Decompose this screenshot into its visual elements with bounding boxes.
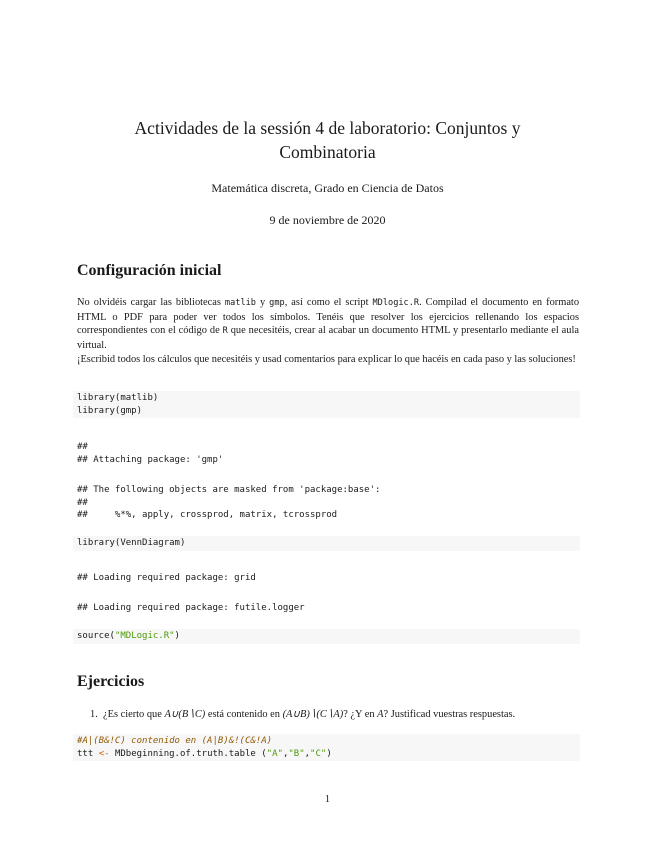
text-span: está contenido en: [205, 709, 283, 720]
text-span: ¿Es cierto que: [103, 709, 165, 720]
output-line: ## Loading required package: grid: [77, 573, 256, 583]
code-token: ): [174, 631, 180, 641]
output-line: ## %*%, apply, crossprod, matrix, tcrossprod: [77, 510, 338, 520]
document-title: Actividades de la sessión 4 de laboratorio: Conjuntos y Combinatoria: [134, 118, 521, 162]
text-span: , así como el script: [284, 297, 373, 308]
code-block-truth-table: [73, 734, 580, 761]
section-heading-ejercicios: Ejercicios: [77, 673, 145, 690]
section-heading-configuracion: Configuración inicial: [77, 262, 222, 279]
inline-code: R: [222, 326, 228, 336]
output-line: ## Loading required package: futile.logger: [77, 603, 305, 613]
output-block-grid: [77, 572, 579, 585]
output-block-attach: [77, 441, 579, 466]
output-block-logger: [77, 602, 579, 615]
code-operator: <-: [98, 748, 110, 759]
code-token: ): [326, 748, 332, 759]
code-string: "B": [288, 748, 305, 759]
code-token: ,: [282, 748, 289, 759]
math-expression: A: [377, 709, 384, 720]
math-expression: A∪(B∖C): [164, 709, 206, 720]
code-token: source(: [77, 631, 115, 641]
page-number: 1: [324, 794, 331, 805]
code-token: MDbeginning.of.truth.table (: [109, 748, 267, 759]
code-block-libraries: [73, 391, 580, 418]
code-string: "C": [310, 748, 327, 759]
exercise-item-1: [90, 708, 590, 720]
text-span: ? ¿Y en: [343, 709, 378, 720]
output-line: ## The following objects are masked from 'package:base':: [77, 485, 381, 495]
instructions-paragraph: ¡Escribid todos los cálculos que necesitéis y usad comentarios para explicar lo que hacéis en cada paso y las soluciones!: [77, 354, 576, 365]
inline-code: gmp: [269, 298, 285, 308]
text-span: ? Justificad vuestras respuestas.: [383, 709, 516, 720]
list-number: 1.: [90, 709, 98, 720]
code-block-venn: [73, 536, 580, 551]
code-line: library(matlib): [77, 393, 159, 403]
code-token: ,: [304, 748, 311, 759]
document-subtitle: Matemática discreta, Grado en Ciencia de Datos: [211, 181, 444, 195]
code-string: "A": [266, 748, 283, 759]
code-string: "MDLogic.R": [114, 631, 175, 641]
intro-paragraph: [77, 296, 579, 352]
code-comment: #A|(B&!C) contenido en (A|B)&!(C&!A): [77, 736, 273, 746]
document-date: 9 de noviembre de 2020: [269, 213, 386, 227]
code-token: ttt: [77, 748, 99, 759]
code-line: library(VennDiagram): [77, 538, 186, 548]
output-line: ##: [77, 442, 88, 452]
output-line: ## Attaching package: 'gmp': [77, 454, 224, 465]
text-span: . Compilad el documento en formato HTML o PDF para poder ver todos los símbolos. Tenéis que resolver los ejercicios rellenando los espacios correspondientes con el código de: [77, 297, 580, 336]
text-span: que necesitéis, crear al acabar un documento HTML y presentarlo mediante el aula virtual.: [77, 325, 579, 351]
text-span: y: [255, 297, 270, 308]
output-line: ##: [77, 497, 88, 508]
inline-code: MDlogic.R: [372, 298, 420, 308]
output-block-masked: [77, 484, 579, 522]
code-line: library(gmp): [77, 405, 143, 416]
math-expression: (A∪B)∖(C∖A): [282, 709, 344, 720]
code-line: [77, 748, 580, 761]
text-span: No olvidéis cargar las bibliotecas: [77, 297, 225, 308]
inline-code: matlib: [224, 298, 256, 308]
code-block-source: [73, 629, 580, 644]
